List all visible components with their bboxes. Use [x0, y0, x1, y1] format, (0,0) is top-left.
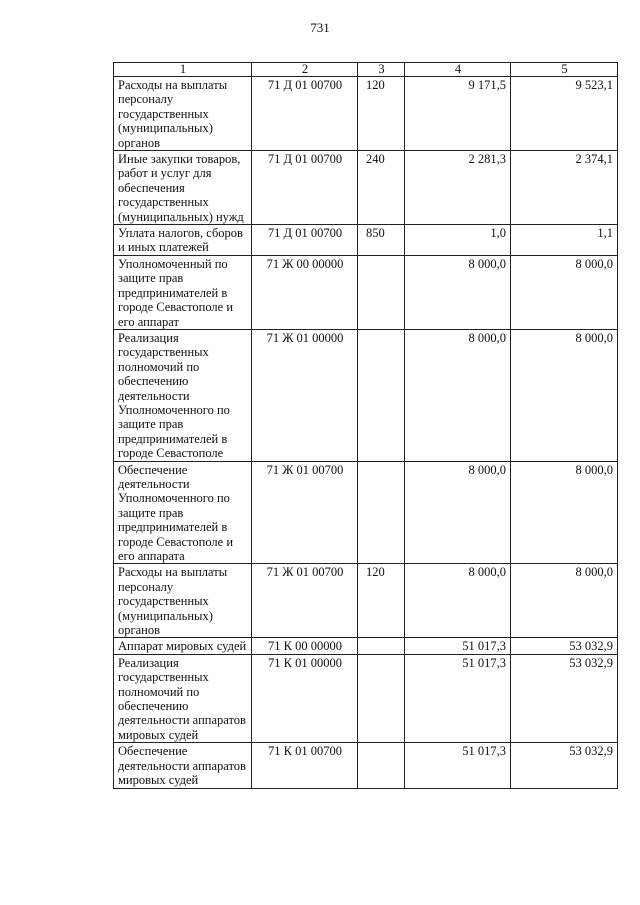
row-year1: 9 171,5 [405, 77, 511, 151]
row-year2: 8 000,0 [511, 329, 618, 461]
row-year2: 2 374,1 [511, 151, 618, 225]
table-row [114, 255, 618, 329]
row-name: Иные закупки товаров, работ и услуг для обеспечения государственных (муниципальных) нужд [114, 151, 252, 225]
row-year1: 51 017,3 [405, 638, 511, 654]
table-row [114, 151, 618, 225]
row-type: 120 [358, 77, 405, 151]
table-row [114, 743, 618, 788]
row-type [358, 638, 405, 654]
row-name: Расходы на выплаты персоналу государственных (муниципальных) органов [114, 564, 252, 638]
row-code: 71 Ж 01 00000 [252, 329, 358, 461]
row-year1: 8 000,0 [405, 255, 511, 329]
row-code: 71 К 01 00000 [252, 654, 358, 742]
table-header-row [114, 63, 618, 77]
row-type [358, 461, 405, 564]
row-year1: 8 000,0 [405, 461, 511, 564]
row-year2: 8 000,0 [511, 564, 618, 638]
table-row [114, 638, 618, 654]
row-type [358, 654, 405, 742]
table-row [114, 564, 618, 638]
row-year2: 8 000,0 [511, 255, 618, 329]
row-year1: 51 017,3 [405, 743, 511, 788]
page-number: 731 [310, 20, 330, 35]
row-code: 71 Д 01 00700 [252, 77, 358, 151]
row-type [358, 743, 405, 788]
row-name: Обеспечение деятельности аппаратов мировых судей [114, 743, 252, 788]
row-year2: 1,1 [511, 225, 618, 256]
row-name: Уполномоченный по защите прав предпринимателей в городе Севастополе и его аппарат [114, 255, 252, 329]
row-name: Реализация государственных полномочий по обеспечению деятельности Уполномоченного по защите прав предпринимателей в городе Севастополе [114, 329, 252, 461]
row-name: Расходы на выплаты персоналу государственных (муниципальных) органов [114, 77, 252, 151]
row-type [358, 329, 405, 461]
column-header-3: 3 [358, 63, 405, 77]
table-row [114, 329, 618, 461]
row-name: Реализация государственных полномочий по обеспечению деятельности аппаратов мировых судей [114, 654, 252, 742]
row-year1: 1,0 [405, 225, 511, 256]
row-year1: 51 017,3 [405, 654, 511, 742]
row-year2: 53 032,9 [511, 654, 618, 742]
row-code: 71 К 00 00000 [252, 638, 358, 654]
table-row [114, 225, 618, 256]
row-code: 71 К 01 00700 [252, 743, 358, 788]
column-header-5: 5 [511, 63, 618, 77]
row-year2: 53 032,9 [511, 743, 618, 788]
row-year1: 8 000,0 [405, 329, 511, 461]
row-code: 71 Ж 00 00000 [252, 255, 358, 329]
row-type: 850 [358, 225, 405, 256]
table-row [114, 654, 618, 742]
table-row [114, 461, 618, 564]
row-year2: 9 523,1 [511, 77, 618, 151]
column-header-4: 4 [405, 63, 511, 77]
row-name: Аппарат мировых судей [114, 638, 252, 654]
row-year2: 8 000,0 [511, 461, 618, 564]
row-code: 71 Ж 01 00700 [252, 564, 358, 638]
budget-table [113, 62, 618, 789]
row-name: Уплата налогов, сборов и иных платежей [114, 225, 252, 256]
column-header-1: 1 [114, 63, 252, 77]
column-header-2: 2 [252, 63, 358, 77]
row-code: 71 Д 01 00700 [252, 225, 358, 256]
table-row [114, 77, 618, 151]
row-name: Обеспечение деятельности Уполномоченного по защите прав предпринимателей в городе Севастополе и его аппарата [114, 461, 252, 564]
row-year1: 2 281,3 [405, 151, 511, 225]
row-code: 71 Д 01 00700 [252, 151, 358, 225]
row-code: 71 Ж 01 00700 [252, 461, 358, 564]
row-type: 240 [358, 151, 405, 225]
row-year1: 8 000,0 [405, 564, 511, 638]
row-year2: 53 032,9 [511, 638, 618, 654]
row-type [358, 255, 405, 329]
row-type: 120 [358, 564, 405, 638]
